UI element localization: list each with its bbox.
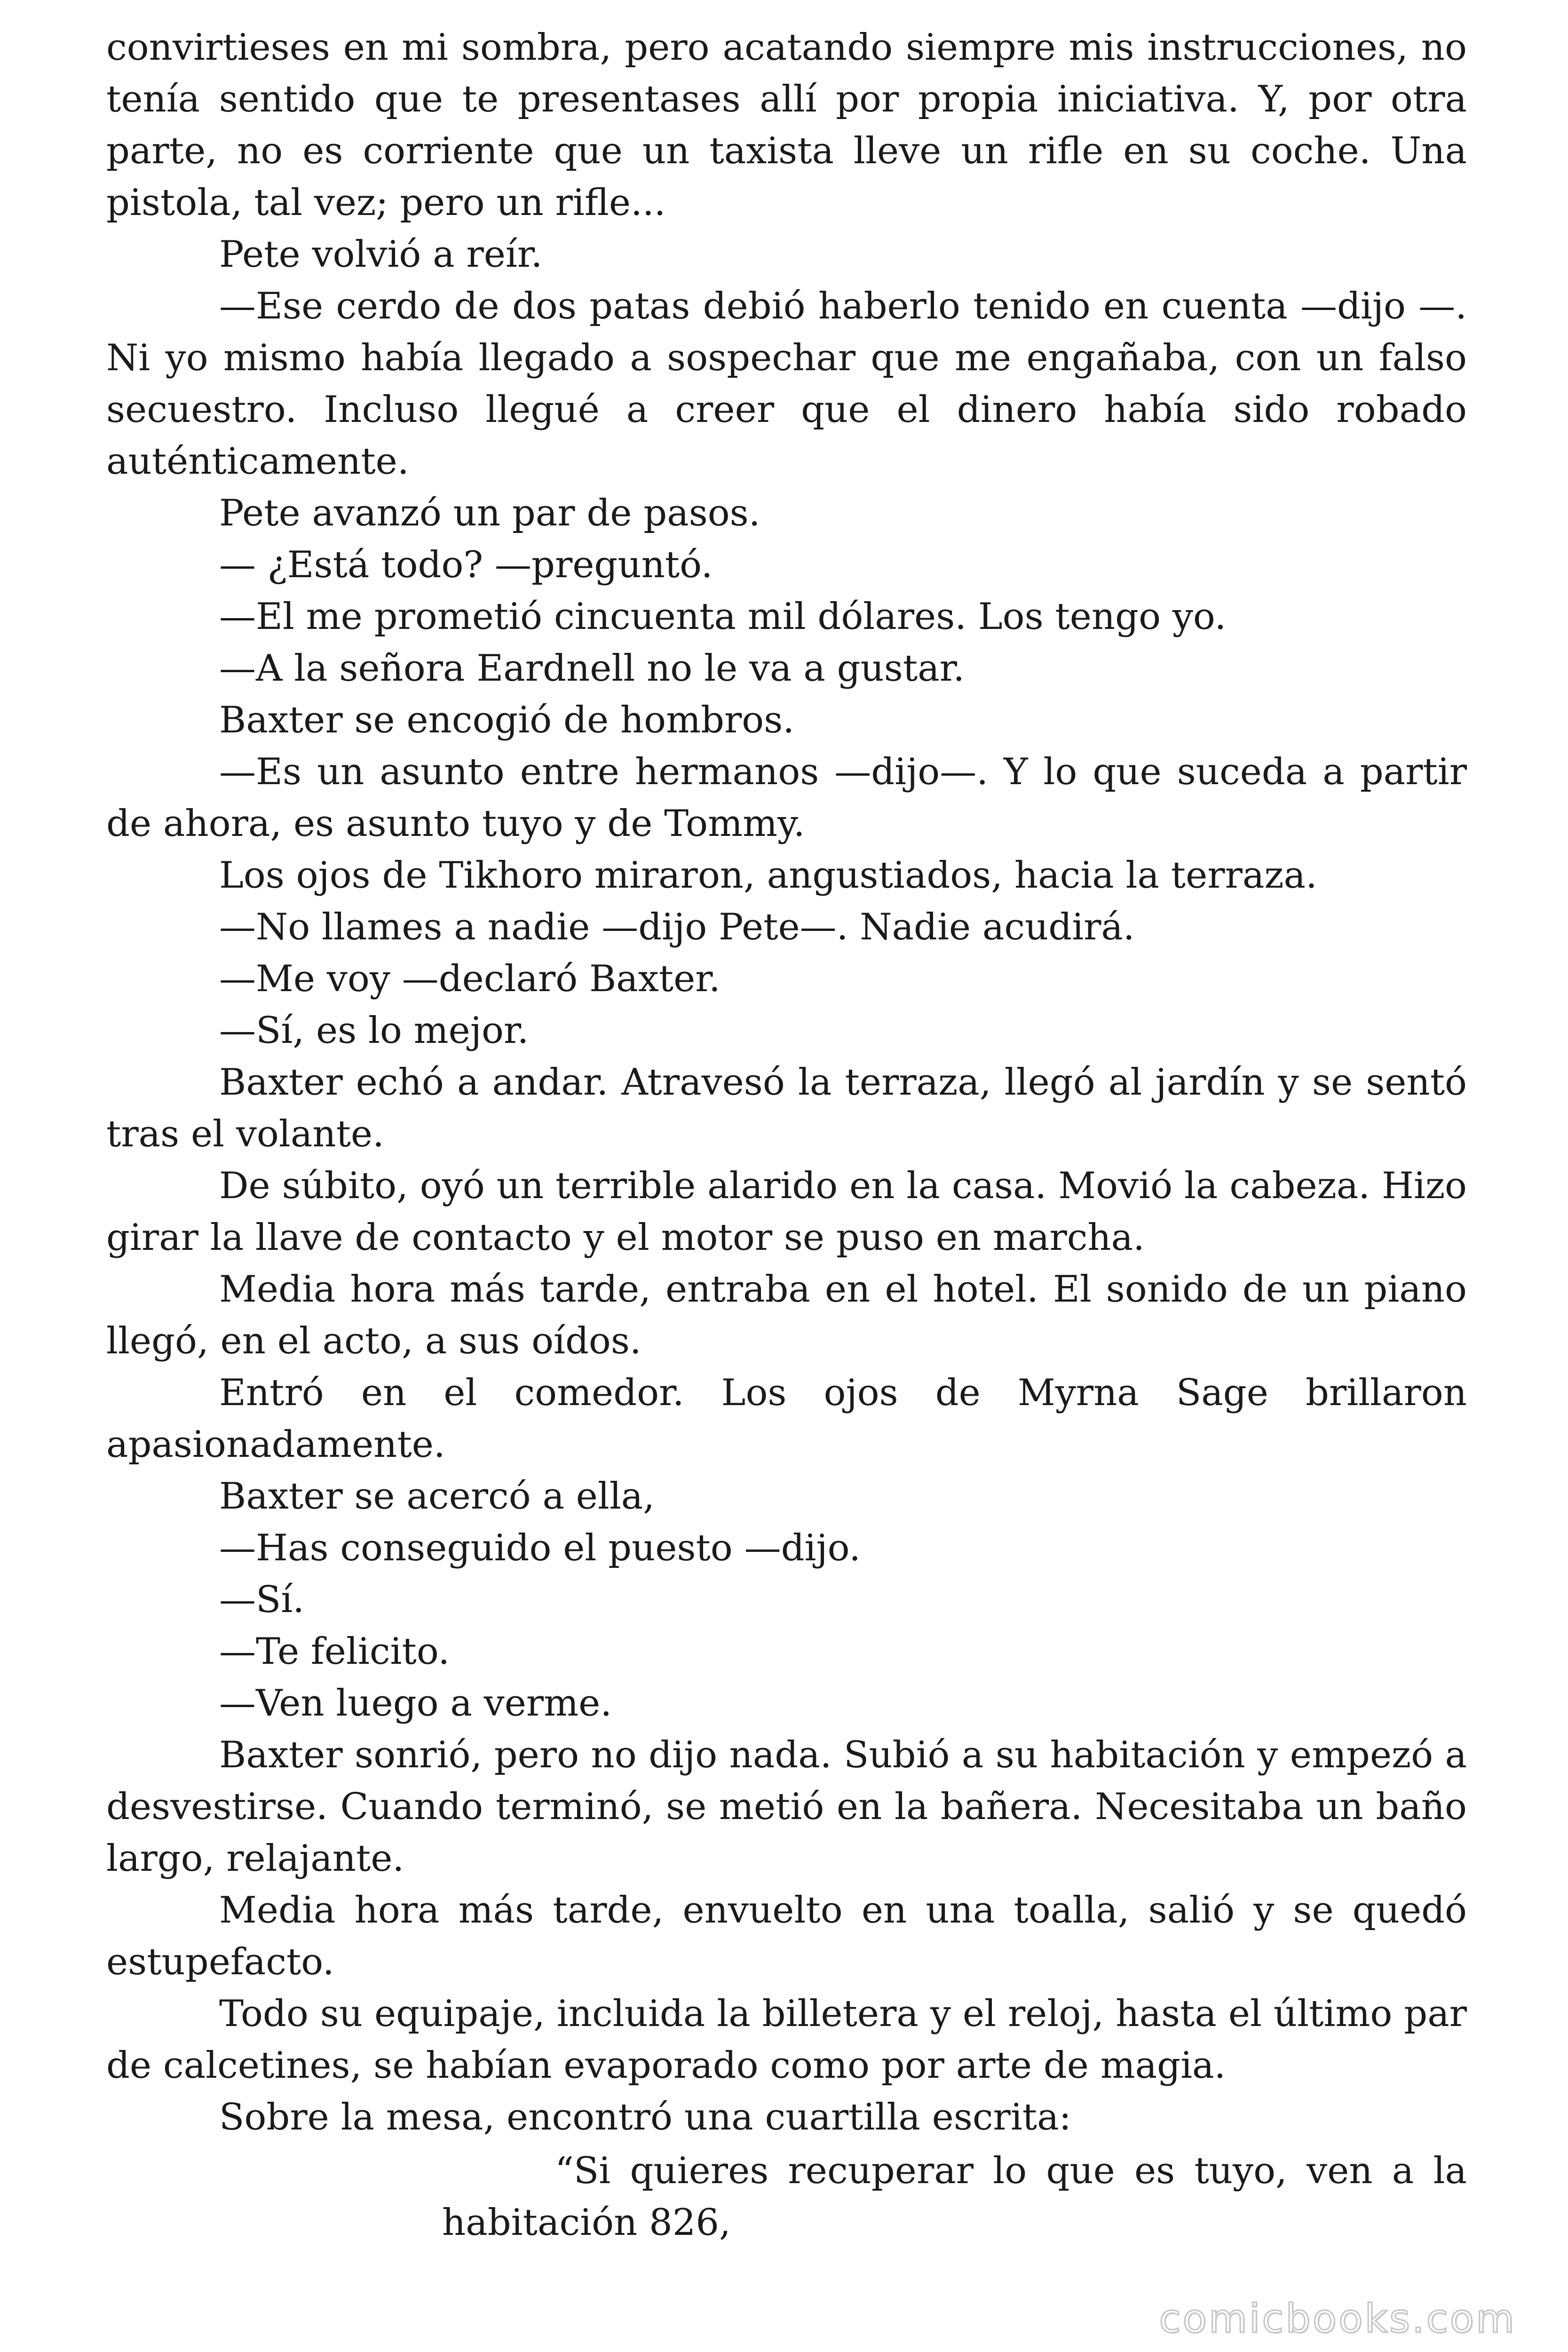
paragraph: —Ese cerdo de dos patas debió haberlo tenido en cuenta —dijo —. Ni yo mismo había llegado a sospechar que me engañaba, con un falso secuestro. Incluso llegué a creer que el dinero había sido robado auténticamente. [106,285,1467,483]
paragraph: —Te felicito. [219,1630,450,1673]
paragraph: Baxter echó a andar. Atravesó la terraza, llegó al jardín y se sentó tras el volante. [106,1061,1467,1155]
paragraph: —El me prometió cincuenta mil dólares. Los tengo yo. [219,596,1227,638]
paragraph: —No llames a nadie —dijo Pete—. Nadie acudirá. [219,906,1135,948]
paragraph: Sobre la mesa, encontró una cuartilla escrita: [219,2096,1071,2138]
paragraph: convirtieses en mi sombra, pero acatando siempre mis instrucciones, no tenía sentido que te presentases allí por propia iniciativa. Y, por otra parte, no es corriente que un taxista lleve un rifle en su coche. Una pistola, tal vez; pero un rifle... [106,26,1467,224]
paragraph: —Ven luego a verme. [219,1682,612,1724]
paragraph: Media hora más tarde, entraba en el hotel. El sonido de un piano llegó, en el acto, a sus oídos. [106,1268,1467,1362]
paragraph: De súbito, oyó un terrible alarido en la casa. Movió la cabeza. Hizo girar la llave de contacto y el motor se puso en marcha. [106,1165,1467,1259]
paragraph: —Has conseguido el puesto —dijo. [219,1527,861,1569]
paragraph: Los ojos de Tikhoro miraron, angustiados, hacia la terraza. [219,854,1317,897]
paragraph: —Es un asunto entre hermanos —dijo—. Y lo que suceda a partir de ahora, es asunto tuyo y de Tommy. [106,751,1467,845]
paragraph: Baxter se encogió de hombros. [219,699,795,741]
paragraph: —Sí, es lo mejor. [219,1009,529,1052]
paragraph: Baxter sonrió, pero no dijo nada. Subió a su habitación y empezó a desvestirse. Cuando terminó, se metió en la bañera. Necesitaba un baño largo, relajante. [106,1734,1467,1880]
paragraph: Entró en el comedor. Los ojos de Myrna Sage brillaron apasionadamente. [106,1372,1467,1466]
body-text [106,22,1467,2143]
paragraph: —Sí. [219,1579,305,1621]
quote-text: “Si quieres recuperar lo que es tuyo, ven a la habitación 826, [442,2150,1467,2244]
letter-quote [442,2145,1467,2249]
paragraph: —A la señora Eardnell no le va a gustar. [219,647,965,690]
paragraph: — ¿Está todo? —preguntó. [219,544,713,586]
paragraph: Pete volvió a reír. [219,233,543,276]
paragraph: Pete avanzó un par de pasos. [219,492,760,534]
paragraph: Todo su equipaje, incluida la billetera y el reloj, hasta el último par de calcetines, se habían evaporado como por arte de magia. [106,1993,1467,2087]
paragraph: Media hora más tarde, envuelto en una toalla, salió y se quedó estupefacto. [106,1889,1467,1983]
paragraph: Baxter se acercó a ella, [219,1475,655,1518]
paragraph: —Me voy —declaró Baxter. [219,958,721,1000]
watermark-logo: comicbooks.com [1159,2296,1516,2342]
